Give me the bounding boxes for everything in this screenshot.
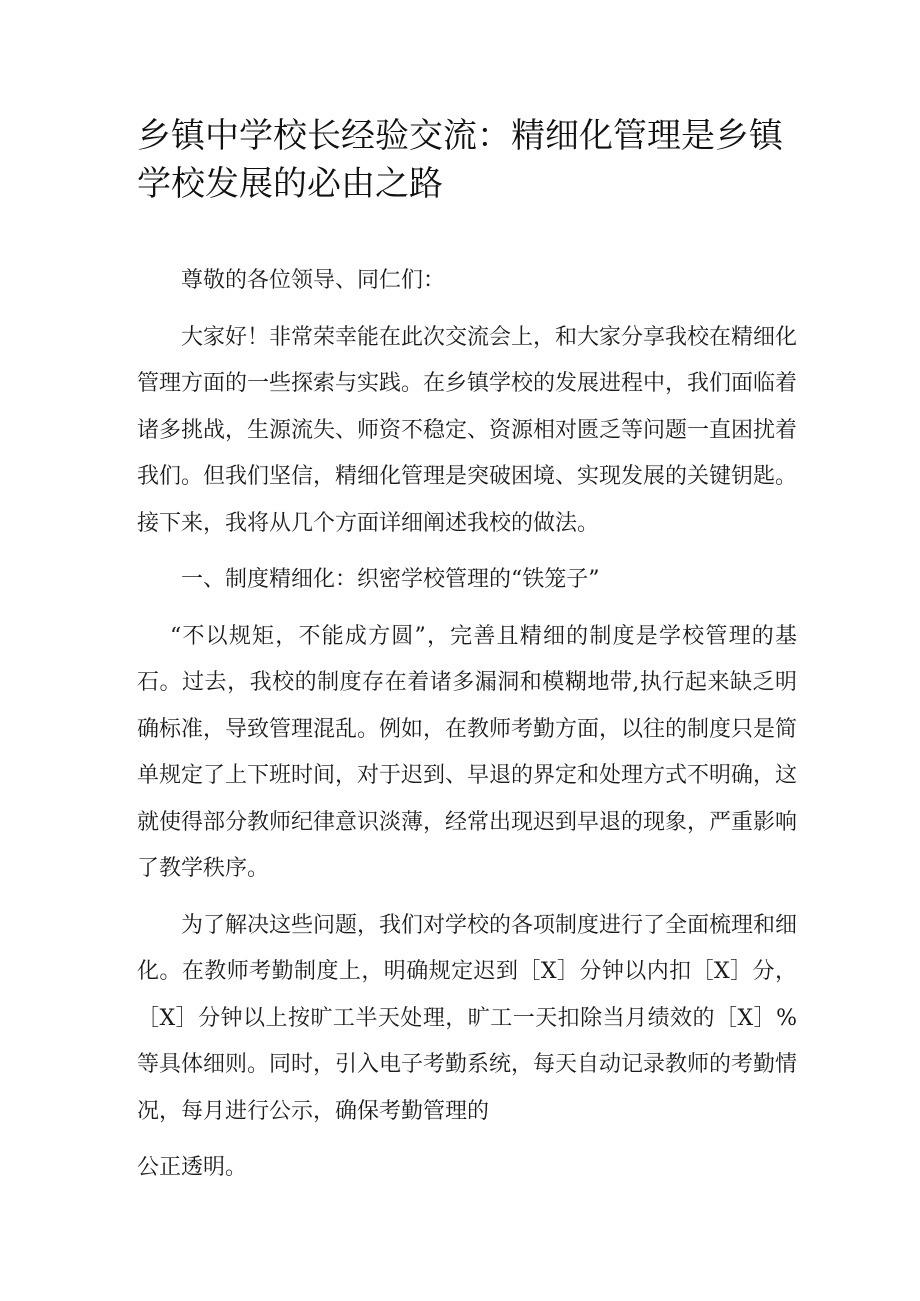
section-heading-1: 一、制度精细化：织密学校管理的“铁笼子” [181, 567, 600, 592]
body-paragraph-continuation: 公正透明。 [137, 1155, 248, 1180]
salutation-paragraph: 尊敬的各位领导、同仁们： [181, 268, 446, 293]
opening-paragraph: 大家好！非常荣幸能在此次交流会上，和大家分享我校在精细化管理方面的一些探索与实践。在乡镇学校的发展进程中，我们面临着诸多挑战，生源流失、师资不稳定、资源相对匮乏等问题一直困扰着我们。但我们坚信，精细化管理是突破困境、实现发展的关键钥匙。接下来，我将从几个方面详细阐述我校的做法。 [137, 324, 798, 536]
document-body [137, 258, 797, 1194]
body-paragraph: 为了解决这些问题，我们对学校的各项制度进行了全面梳理和细化。在教师考勤制度上，明确规定迟到［X］分钟以内扣［X］分，［X］分钟以上按旷工半天处理，旷工一天扣除当月绩效的［X］%等具体细则。同时，引入电子考勤系统，每天自动记录教师的考勤情况，每月进行公示，确保考勤管理的 [137, 912, 798, 1124]
document-title: 乡镇中学校长经验交流：精细化管理是乡镇学校发展的必由之路 [137, 116, 783, 204]
body-paragraph: “不以规矩，不能成方圆”，完善且精细的制度是学校管理的基石。过去，我校的制度存在着诸多漏洞和模糊地带,执行起来缺乏明确标准，导致管理混乱。例如，在教师考勤方面，以往的制度只是简单规定了上下班时间，对于迟到、早退的界定和处理方式不明确，这就使得部分教师纪律意识淡薄，经常出现迟到早退的现象，严重影响了教学秩序。 [137, 623, 798, 881]
